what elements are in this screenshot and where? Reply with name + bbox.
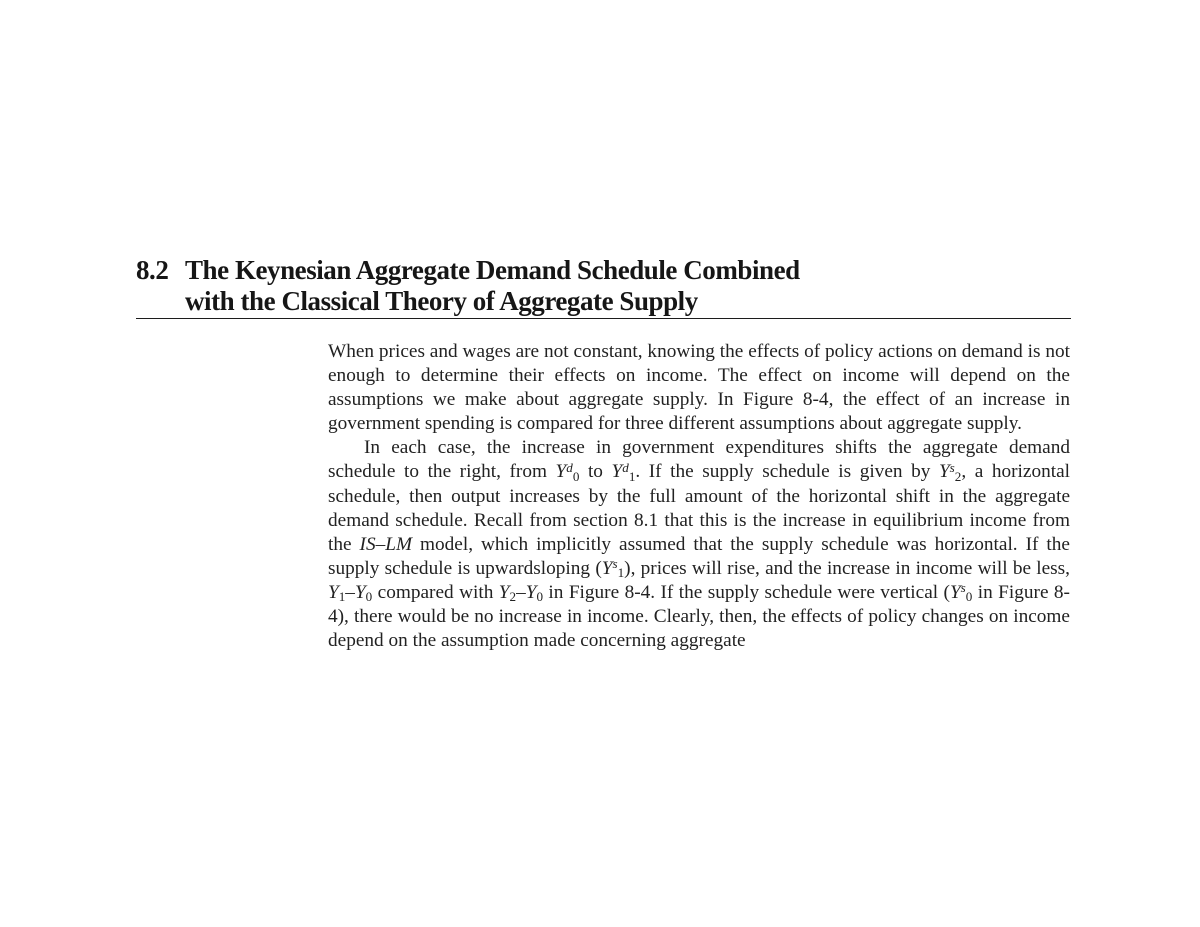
section-title-line-2: with the Classical Theory of Aggregate Supply — [185, 286, 698, 316]
heading-rule — [136, 318, 1071, 319]
symbol-yd1: $Y^d_1$ — [611, 459, 636, 484]
paragraph-2: In each case, the increase in government expenditures shifts the aggregate demand schedule to the right, from $Y^d_0$ to $Y^d_1$. If the supply schedule is given by $Y^s_2$, a horizontal schedule, then output increases by the full amount of the horizontal shift in the aggregate demand schedule. Recall from section 8.1 that this is the increase in equilibrium income from the IS–LM model, which implicitly assumed that the supply schedule was horizontal. If the supply schedule is upwardsloping $(Y^s_1)$, prices will rise, and the increase in income will be less, $Y_1-Y_0$ compared with $Y_2-Y_0$ in Figure 8-4. If the supply schedule were vertical ($Y^s_0$ in Figure 8-4), there would be no increase in income. Clearly, then, the effects of policy changes on income depend on the assumption made concerning aggregate — [328, 437, 1071, 652]
symbol-ys0: $Y^s_0$ — [949, 580, 973, 605]
expr-y1-y0: $Y_1-Y_0$ — [328, 581, 373, 605]
expr-y2-y0: $Y_2-Y_0$ — [498, 581, 543, 605]
is-lm-term: IS–LM — [359, 533, 413, 555]
section-number: 8.2 — [136, 255, 169, 285]
symbol-ys1: $Y^s_1$ — [601, 555, 625, 581]
section-heading — [136, 255, 1071, 317]
body-text — [328, 340, 1070, 653]
symbol-yd0: $Y^d_0$ — [555, 459, 580, 484]
paragraph-1: When prices and wages are not constant, knowing the effects of policy actions on demand is not enough to determine their effects on income. The effect on income will depend on the assumptions we make about aggregate supply. In Figure 8-4, the effect of an increase in government spending is compared for three different assumptions about aggregate supply. — [328, 341, 1070, 435]
section-title-line-1: The Keynesian Aggregate Demand Schedule Combined — [185, 255, 800, 285]
symbol-ys2: $Y^s_2$ — [938, 459, 962, 484]
